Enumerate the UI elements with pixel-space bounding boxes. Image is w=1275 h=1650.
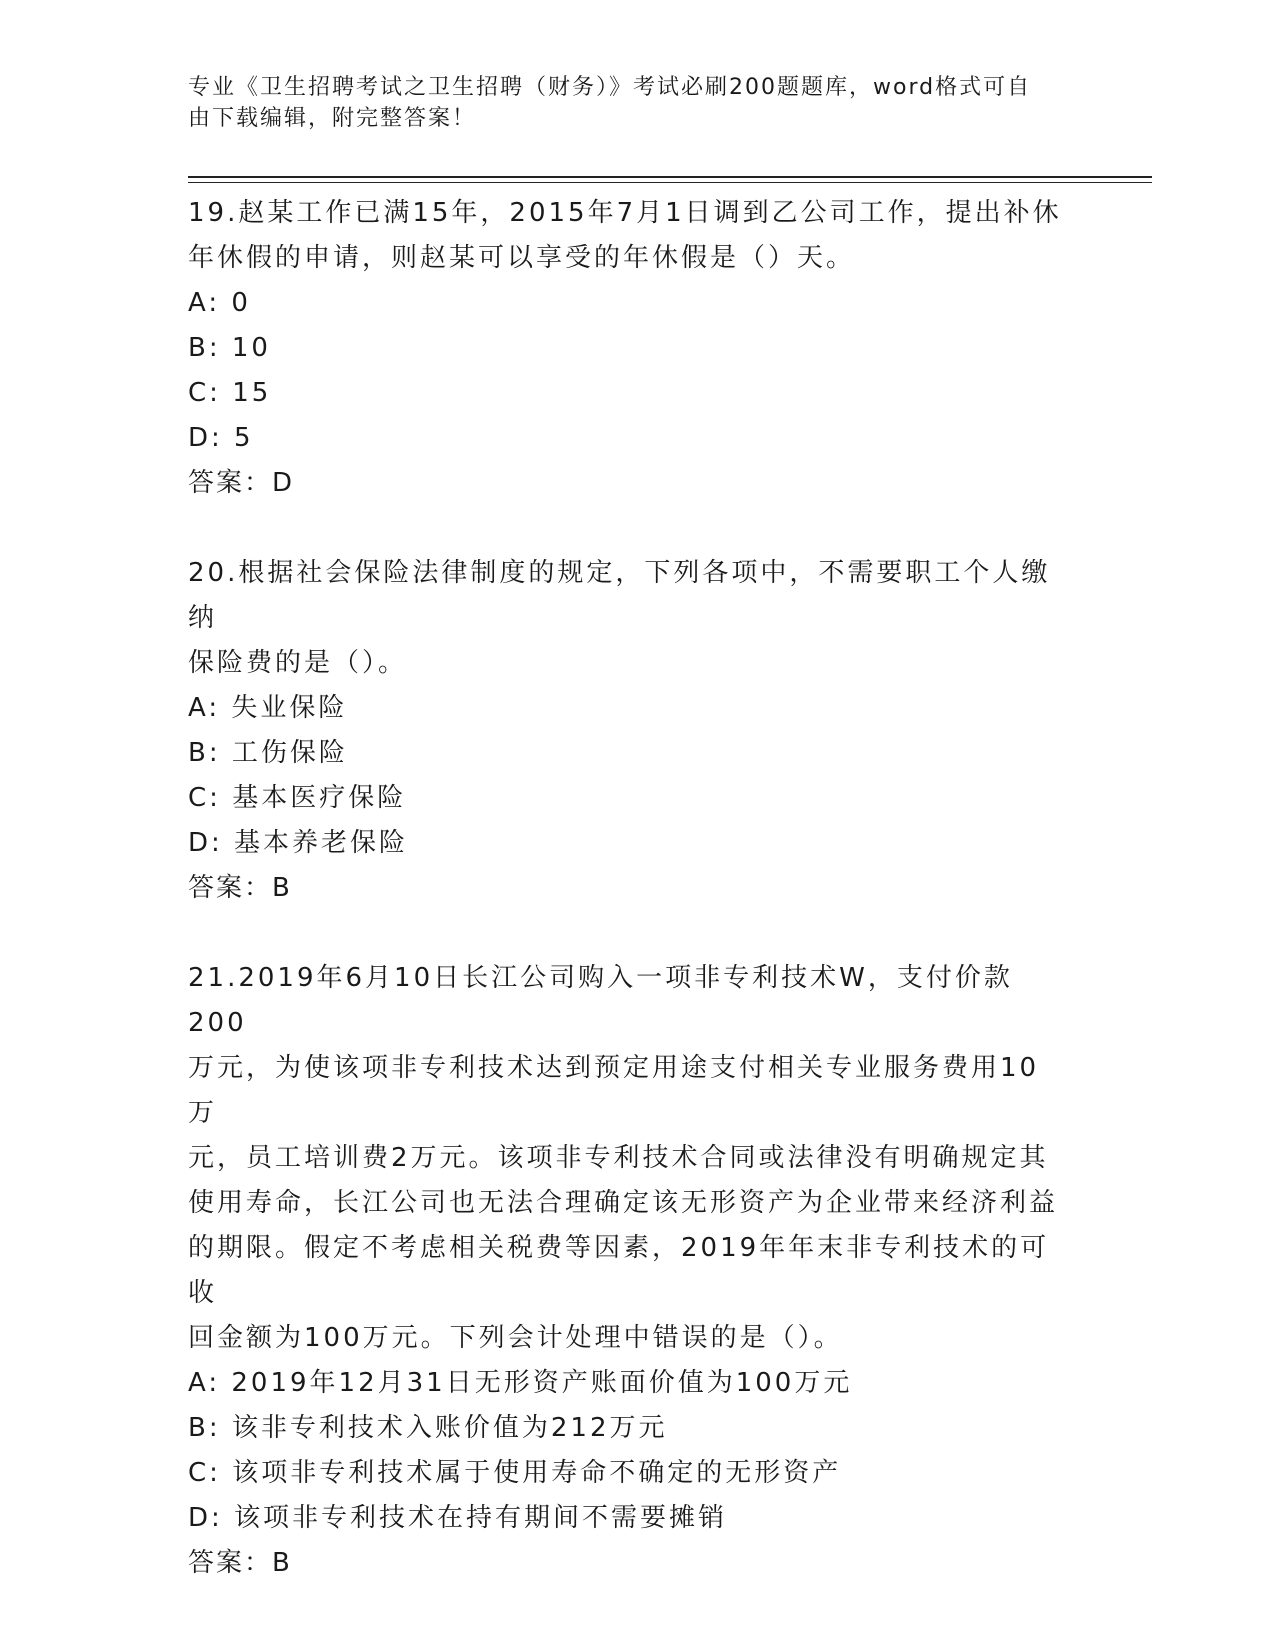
option-text: 基本养老保险 bbox=[234, 828, 409, 858]
stem-line: 21.2019年6月10日长江公司购入一项非专利技术W，支付价款200 bbox=[188, 963, 1013, 1038]
stem-line: 的期限。假定不考虑相关税费等因素，2019年年末非专利技术的可收 bbox=[188, 1233, 1050, 1308]
option-text: 10 bbox=[231, 333, 271, 363]
option-key: C: bbox=[188, 1458, 221, 1488]
option-b bbox=[188, 326, 1088, 371]
header-divider-thick bbox=[188, 176, 1152, 178]
option-key: A: bbox=[188, 288, 221, 318]
option-key: D: bbox=[188, 1503, 223, 1533]
option-text: 该项非专利技术属于使用寿命不确定的无形资产 bbox=[232, 1458, 842, 1488]
answer-line: 答案：B bbox=[188, 873, 292, 903]
question-spacer bbox=[188, 506, 1088, 551]
option-a bbox=[188, 1361, 1088, 1406]
question-spacer bbox=[188, 911, 1088, 956]
option-c bbox=[188, 1451, 1088, 1496]
option-text: 15 bbox=[232, 378, 272, 408]
option-key: B: bbox=[188, 333, 221, 363]
question-stem bbox=[188, 956, 1068, 1361]
option-key: C: bbox=[188, 783, 221, 813]
option-b bbox=[188, 1406, 1088, 1451]
option-text: 5 bbox=[234, 423, 254, 453]
stem-line: 元，员工培训费2万元。该项非专利技术合同或法律没有明确规定其 bbox=[188, 1143, 1049, 1173]
option-key: D: bbox=[188, 423, 223, 453]
answer-line: 答案：D bbox=[188, 468, 295, 498]
option-text: 基本医疗保险 bbox=[232, 783, 407, 813]
stem-line: 使用寿命，长江公司也无法合理确定该无形资产为企业带来经济利益 bbox=[188, 1188, 1059, 1218]
header-line-1: 专业《卫生招聘考试之卫生招聘（财务）》考试必刷200题题库，word格式可自 bbox=[188, 75, 1032, 100]
stem-line: 年休假的申请，则赵某可以享受的年休假是（）天。 bbox=[188, 243, 856, 273]
header-divider-thin bbox=[188, 182, 1152, 183]
question-stem bbox=[188, 191, 1068, 281]
option-key: A: bbox=[188, 1368, 221, 1398]
question-stem bbox=[188, 551, 1068, 686]
question-20 bbox=[188, 551, 1088, 911]
option-key: B: bbox=[188, 738, 221, 768]
header-line-2: 由下载编辑，附完整答案！ bbox=[188, 106, 477, 131]
answer-line: 答案：B bbox=[188, 1548, 292, 1578]
option-a bbox=[188, 686, 1088, 731]
option-text: 该项非专利技术在持有期间不需要摊销 bbox=[234, 1503, 728, 1533]
option-text: 失业保险 bbox=[231, 693, 348, 723]
question-19 bbox=[188, 191, 1088, 506]
option-d bbox=[188, 416, 1088, 461]
option-a bbox=[188, 281, 1088, 326]
option-key: C: bbox=[188, 378, 221, 408]
option-text: 工伤保险 bbox=[231, 738, 348, 768]
stem-line: 保险费的是（）。 bbox=[188, 648, 408, 678]
stem-line: 回金额为100万元。下列会计处理中错误的是（）。 bbox=[188, 1323, 843, 1353]
option-key: B: bbox=[188, 1413, 221, 1443]
option-text: 2019年12月31日无形资产账面价值为100万元 bbox=[231, 1368, 853, 1398]
question-list bbox=[188, 191, 1088, 1586]
option-c bbox=[188, 371, 1088, 416]
option-c bbox=[188, 776, 1088, 821]
option-key: A: bbox=[188, 693, 221, 723]
question-21 bbox=[188, 956, 1088, 1586]
document-header bbox=[188, 72, 1068, 134]
option-key: D: bbox=[188, 828, 223, 858]
stem-line: 20.根据社会保险法律制度的规定，下列各项中，不需要职工个人缴纳 bbox=[188, 558, 1051, 633]
option-d bbox=[188, 821, 1088, 866]
option-b bbox=[188, 731, 1088, 776]
option-text: 0 bbox=[231, 288, 251, 318]
option-d bbox=[188, 1496, 1088, 1541]
stem-line: 19.赵某工作已满15年，2015年7月1日调到乙公司工作，提出补休 bbox=[188, 198, 1062, 228]
option-text: 该非专利技术入账价值为212万元 bbox=[231, 1413, 668, 1443]
stem-line: 万元，为使该项非专利技术达到预定用途支付相关专业服务费用10万 bbox=[188, 1053, 1040, 1128]
